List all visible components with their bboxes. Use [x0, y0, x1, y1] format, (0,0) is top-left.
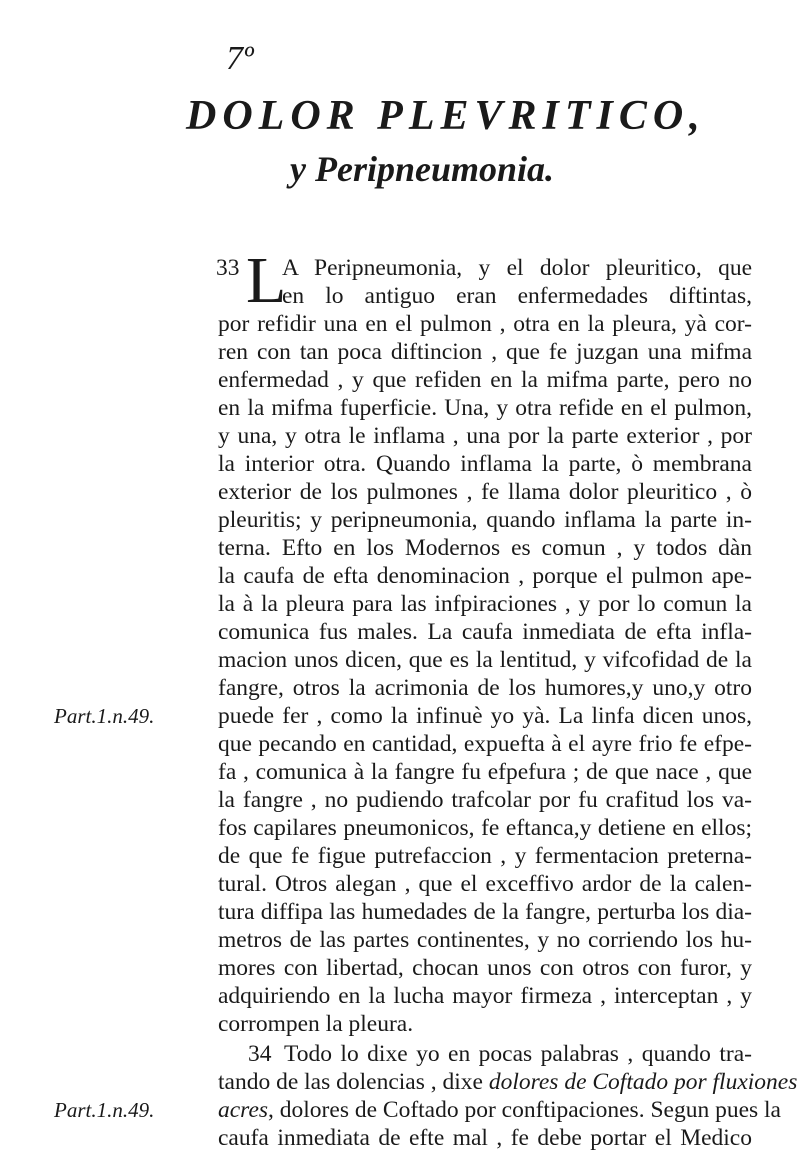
text-line: fangre, otros la acrimonia de los humores,y uno,y otro — [218, 675, 752, 701]
text-line: la caufa de efta denominacion , porque el pulmon ape- — [218, 563, 752, 589]
text-line: tural. Otros alegan , que el exceffivo ardor de la calen- — [218, 871, 752, 897]
text-line: pleuritis; y peripneumonia, quando inflama la parte in- — [218, 507, 752, 533]
text-span: , dolores de Coftado por conftipaciones. Segun pues la — [268, 1097, 781, 1123]
text-line: adquiriendo en la lucha mayor firmeza , interceptan , y — [218, 983, 752, 1009]
text-line: puede fer , como la infinuè yo yà. La linfa dicen unos, — [218, 703, 752, 729]
chapter-subtitle: y Peripneumonia. — [290, 149, 555, 189]
text-line: terna. Efto en los Modernos es comun , y todos dàn — [218, 535, 752, 561]
text-line: A Peripneumonia, y el dolor pleuritico, que — [282, 255, 752, 281]
text-line: caufa inmediata de efte mal , fe debe portar el Medico — [218, 1125, 752, 1151]
margin-note: Part.1.n.49. — [54, 704, 155, 728]
text-line: corrompen la pleura. — [218, 1011, 414, 1037]
text-line: mores con libertad, chocan unos con otros con furor, y — [218, 955, 752, 981]
text-line: que pecando en cantidad, expuefta à el ayre frio fe efpe- — [218, 731, 752, 757]
text-line — [218, 1096, 781, 1124]
text-line: fos capilares pneumonicos, fe eftanca,y detiene en ellos; — [218, 815, 752, 841]
text-span: tando de las dolencias , dixe — [218, 1069, 483, 1095]
text-line: fa , comunica à la fangre fu efpefura ; de que nace , que — [218, 759, 752, 785]
margin-note: Part.1.n.49. — [54, 1098, 155, 1122]
text-line: exterior de los pulmones , fe llama dolor pleuritico , ò — [218, 479, 752, 505]
chapter-title: DOLOR PLEVRITICO, — [186, 93, 706, 139]
italic-span: acres — [218, 1097, 269, 1123]
text-line: ren con tan poca diftincion , que fe juzgan una mifma — [218, 339, 752, 365]
drop-cap: L — [246, 244, 287, 317]
paragraph-number: 33 — [216, 255, 240, 281]
text-line: macion unos dicen, que es la lentitud, y vifcofidad de la — [218, 647, 752, 673]
text-line: la à la pleura para las infpiraciones , y por lo comun la — [218, 591, 752, 617]
text-line — [218, 1068, 797, 1096]
text-line: y una, y otra le inflama , una por la parte exterior , por — [218, 423, 752, 449]
text-line: enfermedad , y que refiden en la mifma parte, pero no — [218, 367, 752, 393]
text-line: en lo antiguo eran enfermedades diftintas, — [282, 283, 752, 309]
text-line: tura diffipa las humedades de la fangre, perturba los dia- — [218, 899, 752, 925]
text-line: de que fe figue putrefaccion , y fermentacion preterna- — [218, 843, 752, 869]
page-number: 7º — [226, 40, 254, 77]
text-line: en la mifma fuperficie. Una, y otra refide en el pulmon, — [218, 395, 752, 421]
text-line: comunica fus males. La caufa inmediata de efta infla- — [218, 619, 752, 645]
text-line: la fangre , no pudiendo trafcolar por fu crafitud los va- — [218, 787, 752, 813]
text-line: la interior otra. Quando inflama la parte, ò membrana — [218, 451, 752, 477]
paragraph-number: 34 — [248, 1041, 272, 1067]
text-line: por refidir una en el pulmon , otra en la pleura, yà cor- — [218, 311, 752, 337]
text-line: metros de las partes continentes, y no corriendo los hu- — [218, 927, 752, 953]
italic-span: dolores de Coftado por fluxiones — [488, 1069, 798, 1095]
text-line: Todo lo dixe yo en pocas palabras , quando tra- — [284, 1041, 752, 1067]
